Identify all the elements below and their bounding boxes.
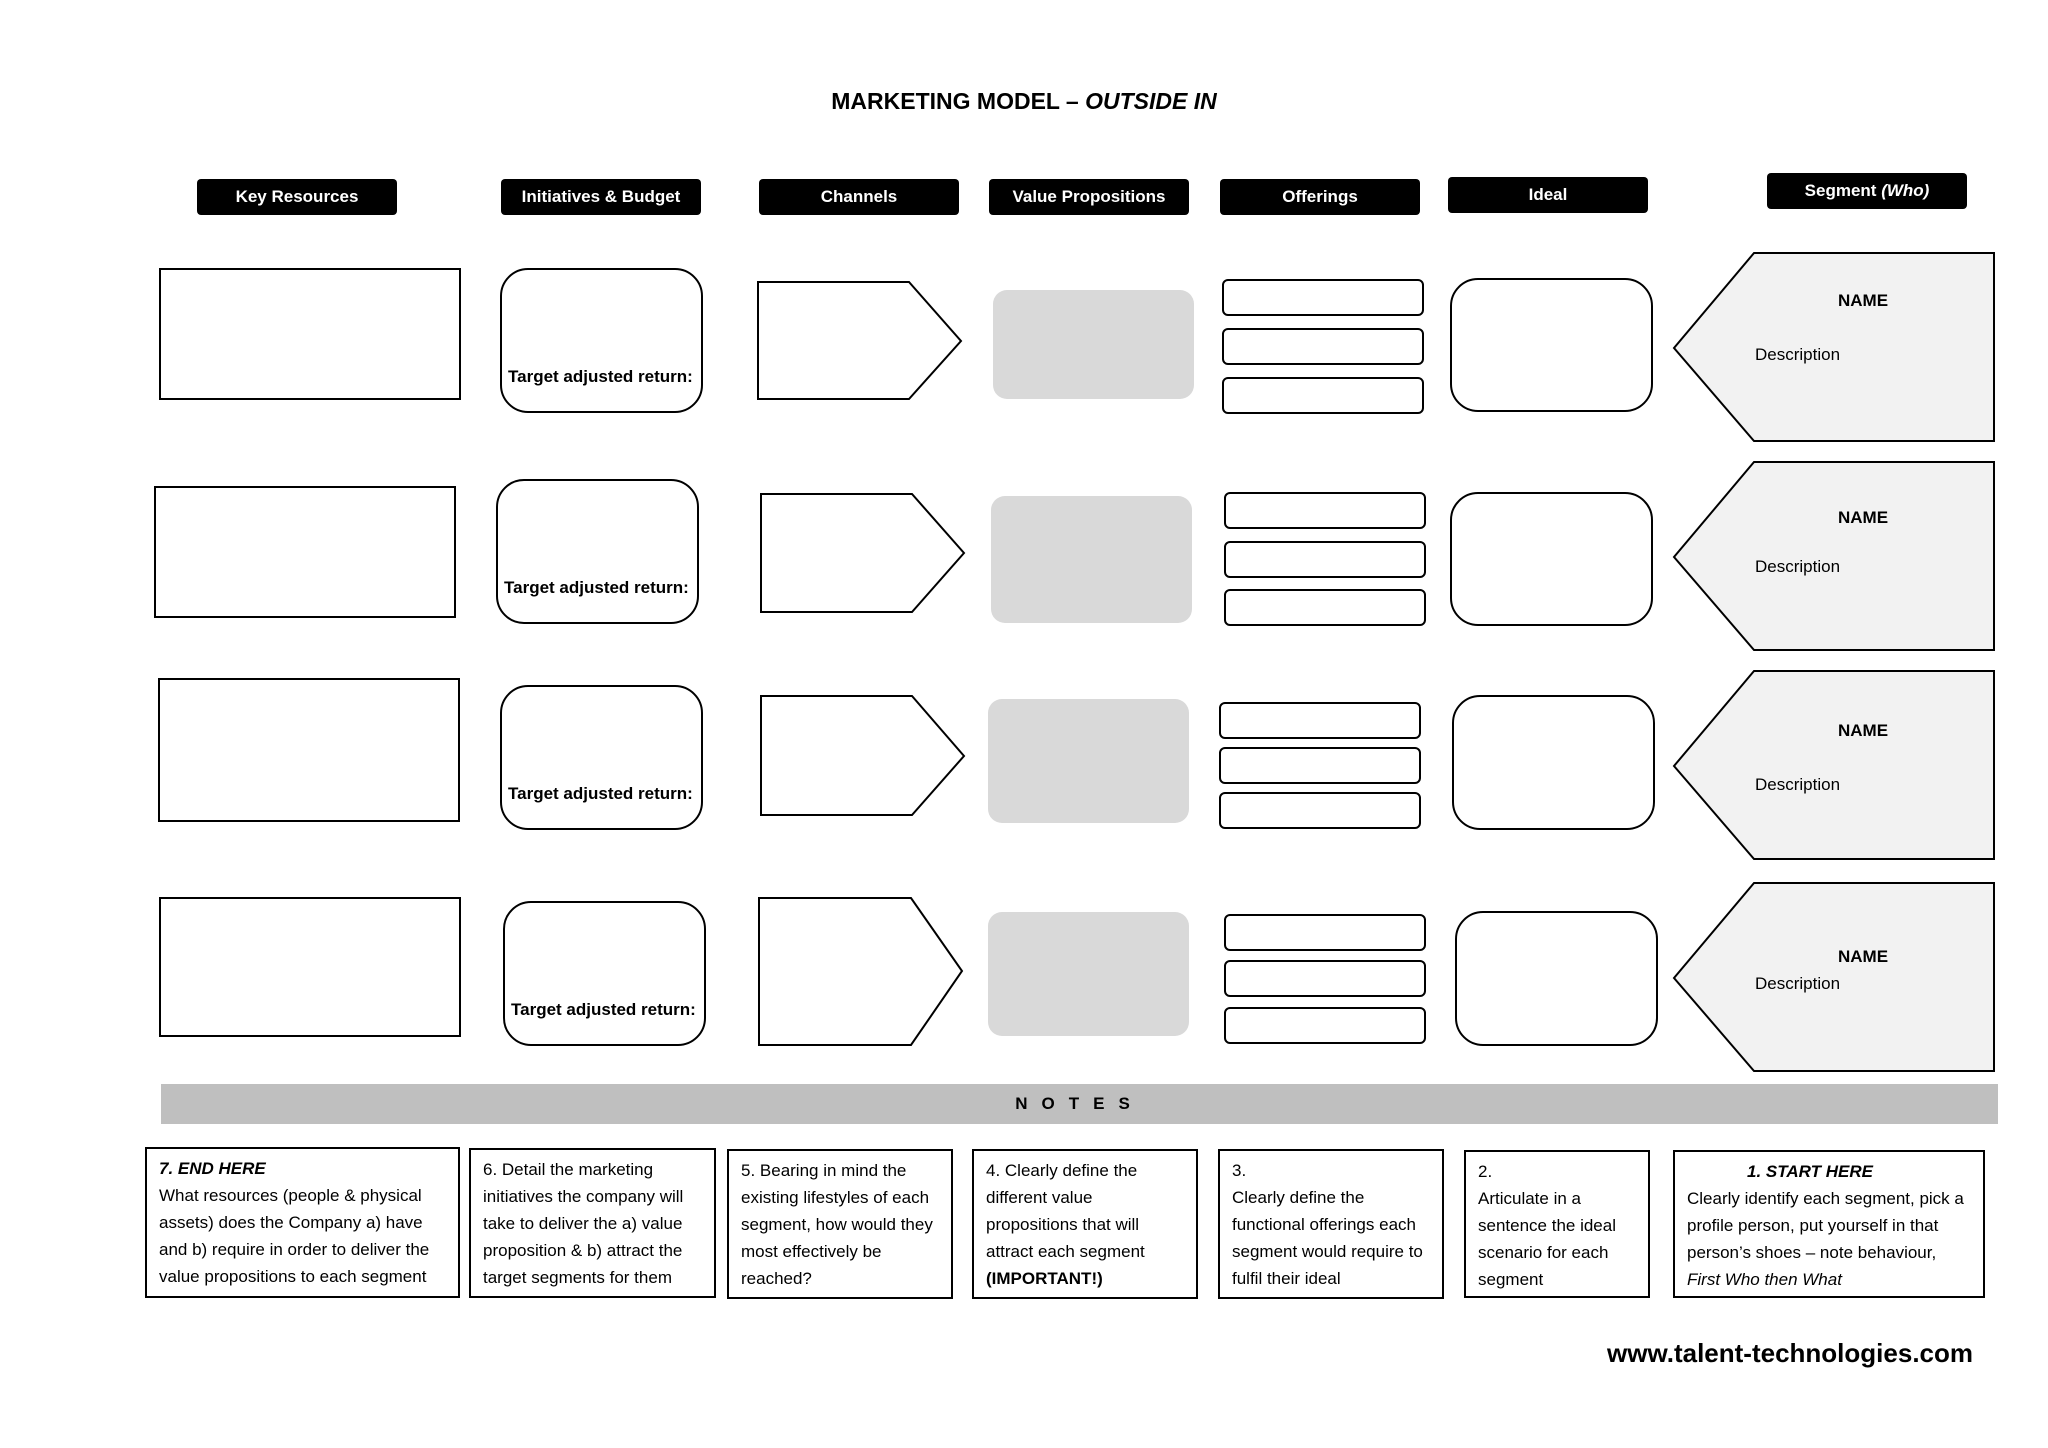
header-key-resources: Key Resources (197, 179, 397, 215)
channel-arrow (760, 695, 966, 817)
value-proposition-box (988, 699, 1189, 823)
target-adjusted-return-label: Target adjusted return: (504, 578, 689, 597)
segment-name: NAME (1838, 721, 1889, 740)
note-2 (1464, 1150, 1650, 1298)
segment-description: Description (1755, 775, 1841, 794)
offering-slot (1222, 279, 1424, 316)
header-value-propositions: Value Propositions (989, 179, 1189, 215)
offering-slot (1224, 960, 1426, 997)
offering-slot (1224, 492, 1426, 529)
channel-arrow (757, 281, 963, 401)
note-7-end-here (145, 1147, 460, 1298)
segment-description: Description (1755, 345, 1841, 364)
initiatives-box (496, 479, 699, 624)
channel-arrow (758, 897, 964, 1047)
note-1-start-here (1673, 1150, 1985, 1298)
footer-url: www.talent-technologies.com (1607, 1338, 1973, 1368)
note-number: 3. (1232, 1161, 1247, 1180)
initiatives-box (500, 268, 703, 413)
initiatives-box (500, 685, 703, 830)
offering-slot (1224, 914, 1426, 951)
note-body: Articulate in a sentence the ideal scenario for each segment (1478, 1189, 1616, 1289)
note-4 (972, 1149, 1198, 1299)
notes-bar: NOTES (161, 1084, 1998, 1124)
note-body: What resources (people & physical assets) does the Company a) have and b) require in order to deliver the value propositions to each segment (159, 1186, 430, 1286)
note-5 (727, 1149, 953, 1299)
header-channels: Channels (759, 179, 959, 215)
header-initiatives-budget: Initiatives & Budget (501, 179, 701, 215)
segment-description: Description (1755, 557, 1841, 576)
header-ideal: Ideal (1448, 177, 1648, 213)
header-segment: Segment (Who) (1767, 173, 1967, 209)
value-proposition-box (993, 290, 1194, 399)
offering-slot (1219, 792, 1421, 829)
note-body: 5. Bearing in mind the existing lifestyles of each segment, how would they most effectively be reached? (741, 1161, 933, 1288)
note-heading: 1. START HERE (1747, 1162, 1873, 1181)
key-resources-box (159, 268, 461, 400)
initiatives-box (503, 901, 706, 1046)
target-adjusted-return-label: Target adjusted return: (508, 784, 693, 803)
note-3 (1218, 1149, 1444, 1299)
value-proposition-box (988, 912, 1189, 1036)
target-adjusted-return-label: Target adjusted return: (508, 367, 693, 386)
header-offerings: Offerings (1220, 179, 1420, 215)
segment-shape (1673, 670, 1996, 861)
note-heading: 7. END HERE (159, 1159, 266, 1178)
value-proposition-box (991, 496, 1192, 623)
offering-slot (1219, 702, 1421, 739)
offering-slot (1224, 589, 1426, 626)
page-title: MARKETING MODEL – OUTSIDE IN (831, 88, 1217, 114)
offering-slot (1224, 541, 1426, 578)
ideal-box (1450, 278, 1653, 412)
ideal-box (1452, 695, 1655, 830)
note-body: Clearly define the functional offerings each segment would require to fulfil their ideal (1232, 1188, 1423, 1288)
segment-name: NAME (1838, 947, 1889, 966)
offering-slot (1222, 377, 1424, 414)
key-resources-box (159, 897, 461, 1037)
ideal-box (1450, 492, 1653, 626)
key-resources-box (158, 678, 460, 822)
segment-description: Description (1755, 974, 1841, 993)
key-resources-box (154, 486, 456, 618)
note-number: 2. (1478, 1162, 1493, 1181)
note-body: Clearly identify each segment, pick a profile person, put yourself in that person’s shoes – note behaviour, First Who then What (1687, 1189, 1964, 1289)
offering-slot (1219, 747, 1421, 784)
note-6 (469, 1148, 716, 1298)
offering-slot (1222, 328, 1424, 365)
ideal-box (1455, 911, 1658, 1046)
note-body: 6. Detail the marketing initiatives the company will take to deliver the a) value proposition & b) attract the target segments for them (483, 1160, 684, 1287)
segment-name: NAME (1838, 508, 1889, 527)
note-body: 4. Clearly define the different value propositions that will attract each segment (IMPORTANT!) (986, 1161, 1145, 1288)
channel-arrow (760, 493, 966, 614)
segment-name: NAME (1838, 291, 1889, 310)
target-adjusted-return-label: Target adjusted return: (511, 1000, 696, 1019)
offering-slot (1224, 1007, 1426, 1044)
